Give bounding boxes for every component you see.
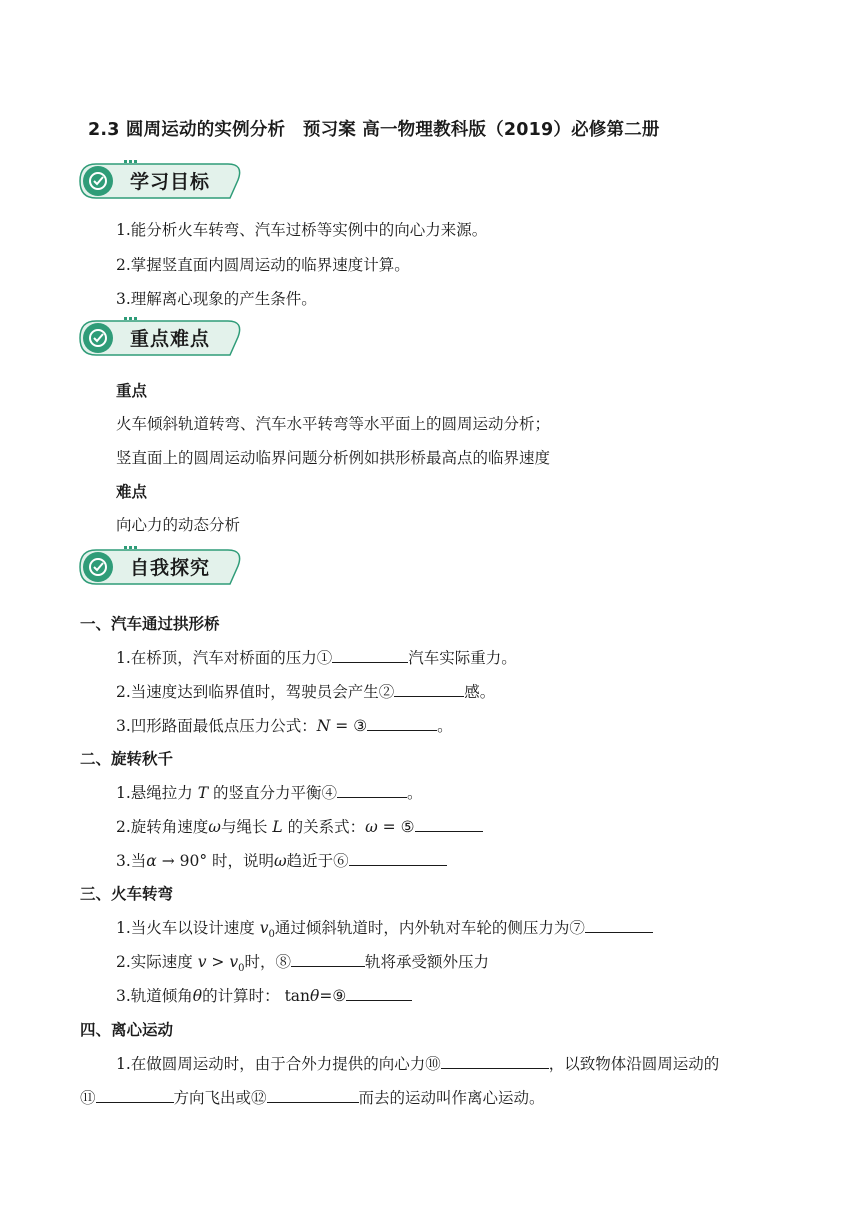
- section-title-goals: 学习目标: [130, 171, 211, 193]
- key-label: 重点: [116, 382, 148, 400]
- question-line: ⑪ 方向飞出或⑫ 而去的运动叫作离心运动。: [80, 1089, 545, 1107]
- question-line: 3.当α → 90° 时，说明ω趋近于⑥: [116, 849, 447, 871]
- section-title-keys: 重点难点: [130, 328, 211, 350]
- hard-label: 难点: [116, 483, 148, 501]
- key-item: 火车倾斜轨道转弯、汽车水平转弯等水平面上的圆周运动分析；: [116, 415, 551, 433]
- question-line: 2.实际速度 $v > v_0$时，⑧ 轨将承受额外压力: [116, 953, 489, 975]
- question-line: 1.悬绳拉力 T 的竖直分力平衡④ 。: [116, 784, 423, 802]
- part-heading: 四、离心运动: [80, 1021, 174, 1039]
- goal-item: 1.能分析火车转弯、汽车过桥等实例中的向心力来源。: [116, 221, 488, 239]
- key-item: 竖直面上的圆周运动临界问题分析例如拱形桥最高点的临界速度: [116, 449, 551, 467]
- part-heading: 三、火车转弯: [80, 885, 174, 903]
- goal-item: 3.理解离心现象的产生条件。: [116, 290, 317, 308]
- question-line: 2.当速度达到临界值时，驾驶员会产生② 感。: [116, 683, 496, 701]
- page-title: 2.3 圆周运动的实例分析 预习案 高一物理教科版（2019）必修第二册: [88, 120, 660, 140]
- section-title-explore: 自我探究: [130, 557, 211, 579]
- section-badge-explore: [78, 546, 248, 586]
- goal-item: 2.掌握竖直面内圆周运动的临界速度计算。: [116, 256, 410, 274]
- part-heading: 一、汽车通过拱形桥: [80, 615, 220, 633]
- question-line: 3.凹形路面最低点压力公式：N = ③ 。: [116, 717, 453, 735]
- question-line: 2.旋转角速度ω与绳长 L 的关系式：ω = ⑤: [116, 815, 483, 837]
- part-heading: 二、旋转秋千: [80, 750, 174, 768]
- question-line: 3.轨道倾角θ的计算时： tanθ=⑨: [116, 984, 412, 1006]
- hard-item: 向心力的动态分析: [116, 516, 241, 534]
- section-badge-keys: [78, 317, 248, 357]
- section-badge-goals: [78, 160, 248, 200]
- question-line: 1.当火车以设计速度 $v_0$通过倾斜轨道时，内外轨对车轮的侧压力为⑦: [116, 916, 653, 940]
- question-line: 1.在桥顶，汽车对桥面的压力① 汽车实际重力。: [116, 649, 517, 667]
- question-line: 1.在做圆周运动时，由于合外力提供的向心力⑩ ，以致物体沿圆周运动的: [116, 1055, 720, 1073]
